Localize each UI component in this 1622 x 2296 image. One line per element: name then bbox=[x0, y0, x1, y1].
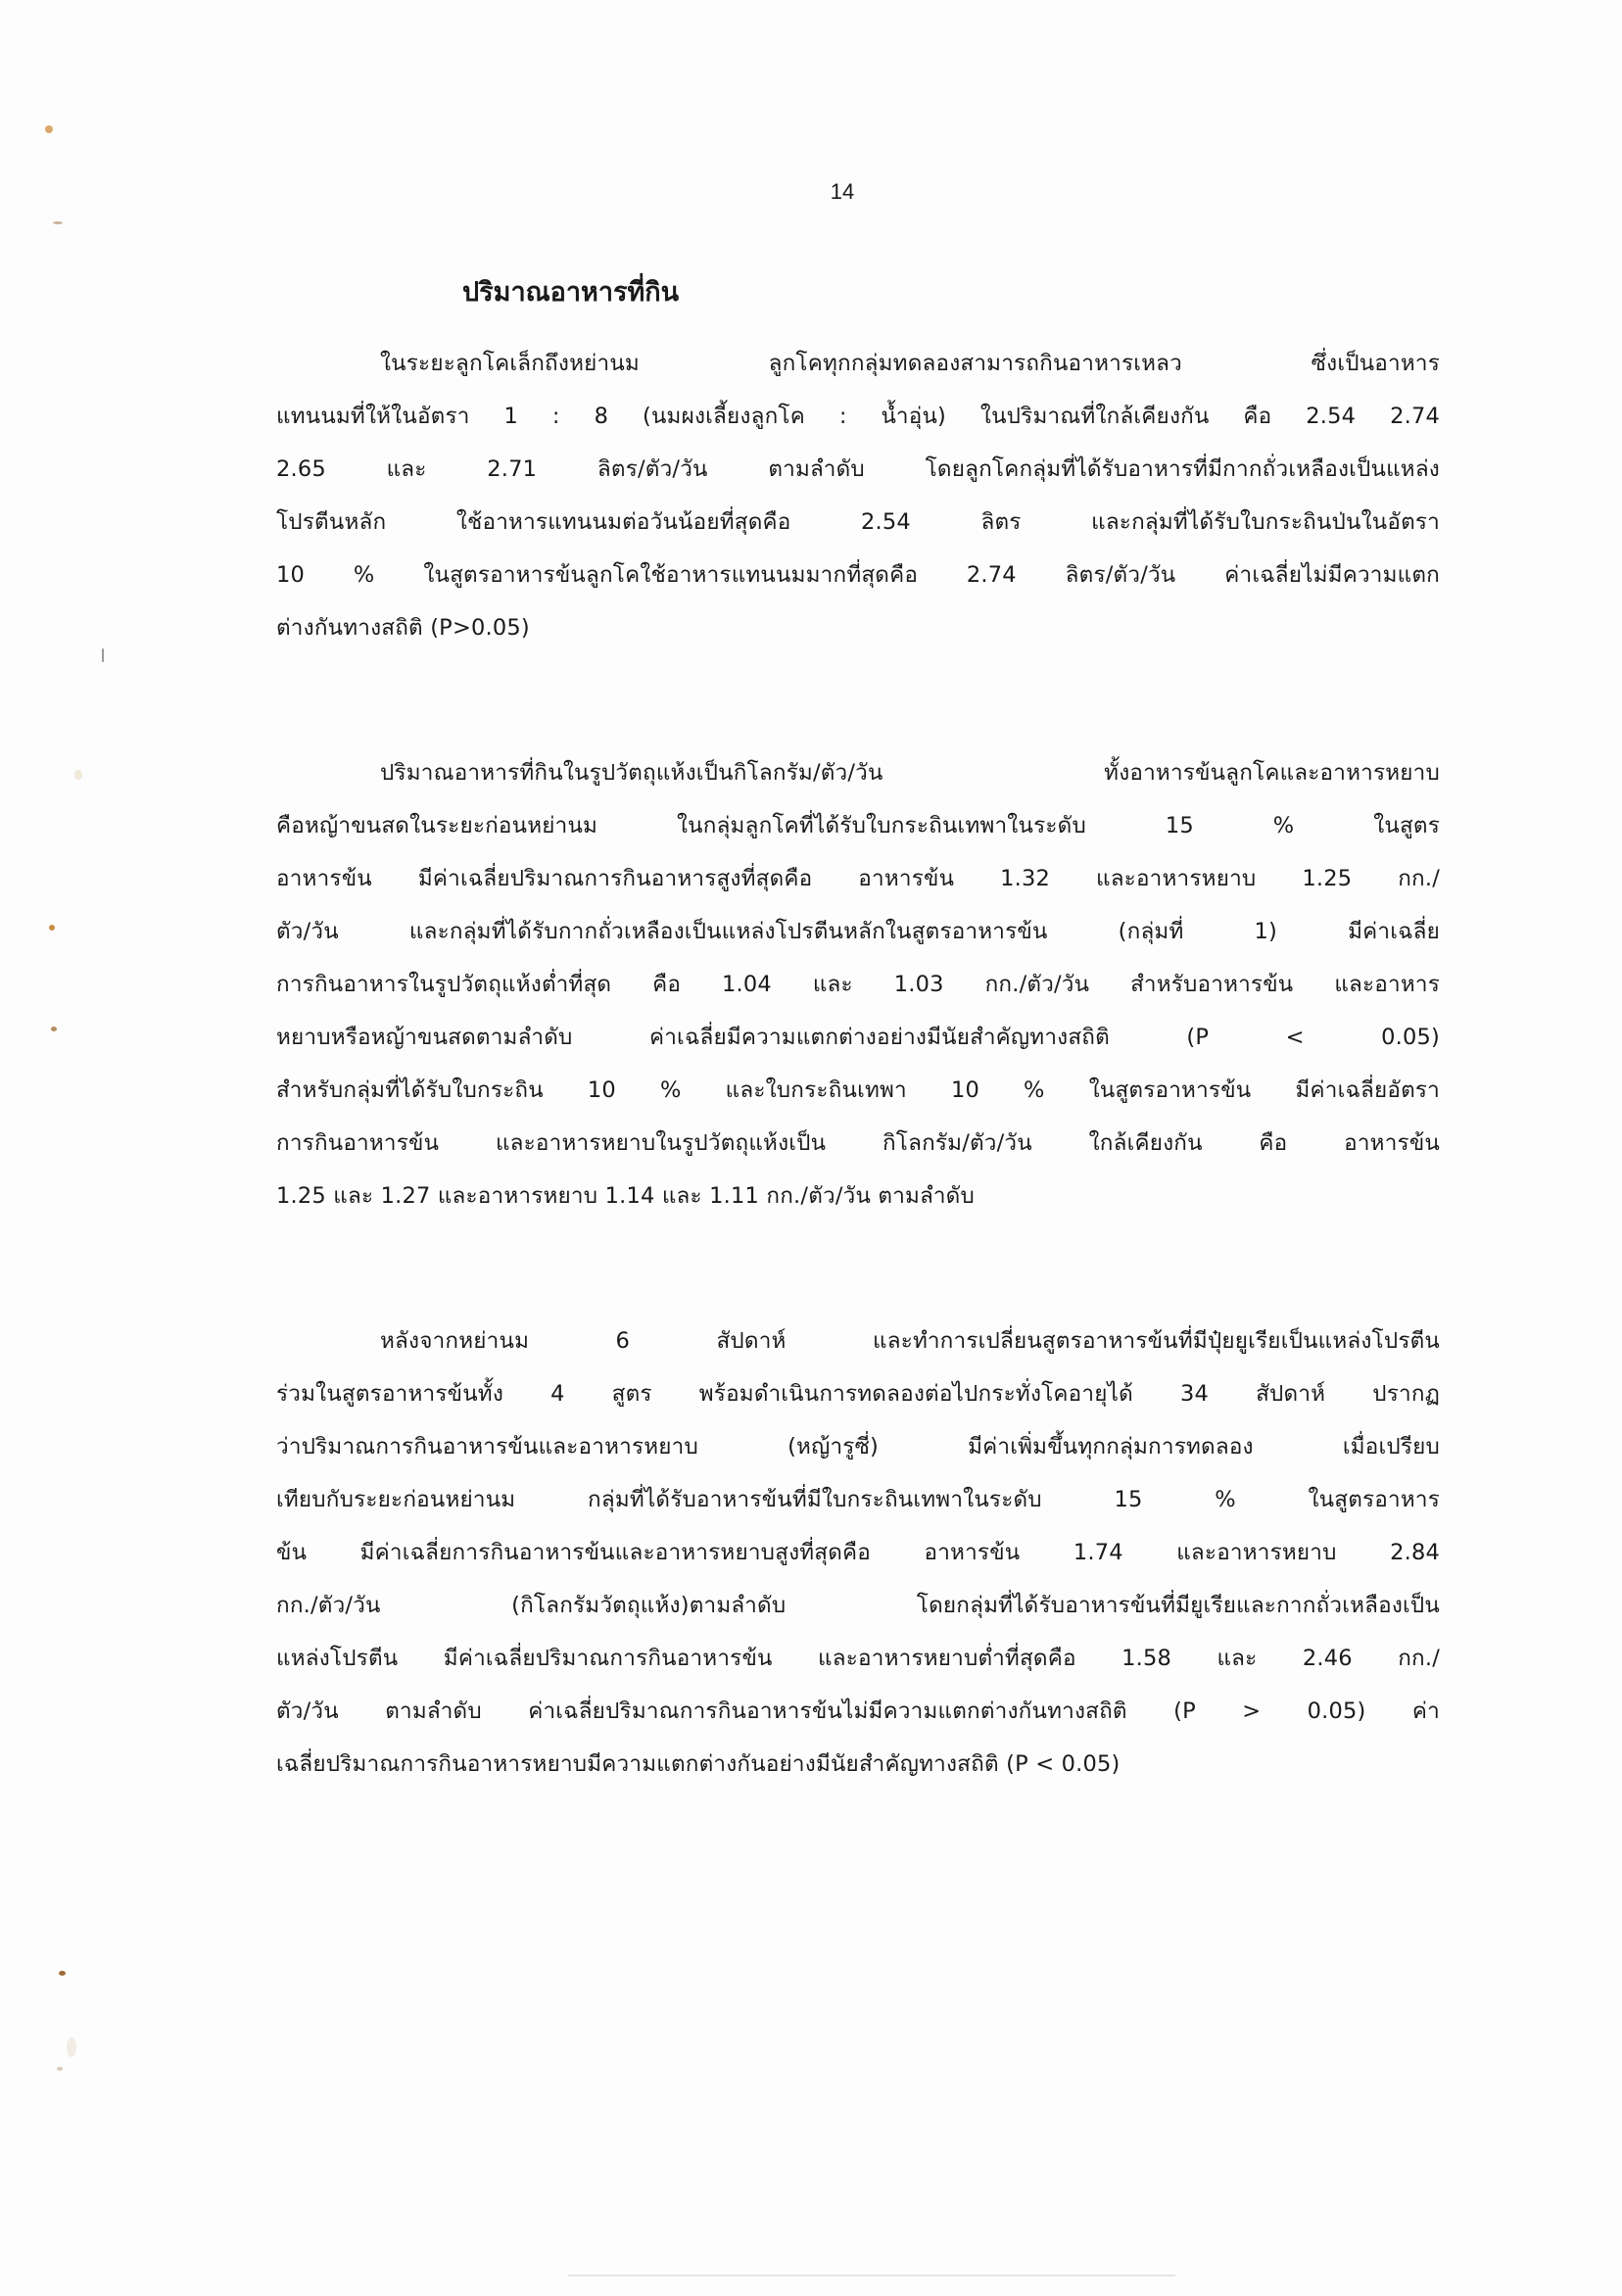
paragraph-line: การกินอาหารข้น และอาหารหยาบในรูปวัตถุแห้งเป็น กิโลกรัม/ตัว/วัน ใกล้เคียงกัน คือ อาหารข้น bbox=[276, 1130, 1440, 1156]
paragraph-line: ปริมาณอาหารที่กินในรูปวัตถุแห้งเป็นกิโลกรัม/ตัว/วัน ทั้งอาหารข้นลูกโคและอาหารหยาบ bbox=[380, 760, 1440, 786]
scan-speck bbox=[57, 2067, 63, 2071]
paragraph-line: 1.25 และ 1.27 และอาหารหยาบ 1.14 และ 1.11 กก./ตัว/วัน ตามลำดับ bbox=[276, 1183, 975, 1209]
scan-speck bbox=[49, 925, 55, 931]
paragraph-line: กก./ตัว/วัน (กิโลกรัมวัตถุแห้ง)ตามลำดับ โดยกลุ่มที่ได้รับอาหารข้นที่มียูเรียและกากถั่วเหลืองเป็น bbox=[276, 1593, 1440, 1618]
paragraph-line: อาหารข้น มีค่าเฉลี่ยปริมาณการกินอาหารสูงที่สุดคือ อาหารข้น 1.32 และอาหารหยาบ 1.25 กก./ bbox=[276, 866, 1440, 891]
scan-speck bbox=[45, 125, 53, 133]
paragraph-line: หลังจากหย่านม 6 สัปดาห์ และทำการเปลี่ยนสูตรอาหารข้นที่มีปุ๋ยยูเรียเป็นแหล่งโปรตีน bbox=[380, 1328, 1440, 1354]
paragraph-line: ในระยะลูกโคเล็กถึงหย่านม ลูกโคทุกกลุ่มทดลองสามารถกินอาหารเหลว ซึ่งเป็นอาหาร bbox=[380, 351, 1440, 376]
paragraph-line: ต่างกันทางสถิติ (P>0.05) bbox=[276, 615, 530, 641]
paragraph-line: แหล่งโปรตีน มีค่าเฉลี่ยปริมาณการกินอาหารข้น และอาหารหยาบต่ำที่สุดคือ 1.58 และ 2.46 กก./ bbox=[276, 1646, 1440, 1671]
page-number: 14 bbox=[830, 179, 855, 204]
paragraph-line: แทนนมที่ให้ในอัตรา 1 : 8 (นมผงเลี้ยงลูกโค : น้ำอุ่น) ในปริมาณที่ใกล้เคียงกัน คือ 2.54 2.74 bbox=[276, 404, 1440, 429]
paragraph-line: หยาบหรือหญ้าขนสดตามลำดับ ค่าเฉลี่ยมีความแตกต่างอย่างมีนัยสำคัญทางสถิติ (P < 0.05) bbox=[276, 1025, 1440, 1050]
paragraph-line: สำหรับกลุ่มที่ได้รับใบกระถิน 10 % และใบกระถินเทพา 10 % ในสูตรอาหารข้น มีค่าเฉลี่ยอัตรา bbox=[276, 1077, 1440, 1103]
paragraph-line: โปรตีนหลัก ใช้อาหารแทนนมต่อวันน้อยที่สุดคือ 2.54 ลิตร และกลุ่มที่ได้รับใบกระถินป่นในอัตรา bbox=[276, 509, 1440, 535]
scan-speck bbox=[51, 1027, 57, 1031]
paragraph-line: ร่วมในสูตรอาหารข้นทั้ง 4 สูตร พร้อมดำเนินการทดลองต่อไปกระทั่งโคอายุได้ 34 สัปดาห์ ปรากฏ bbox=[276, 1381, 1440, 1407]
section-heading: ปริมาณอาหารที่กิน bbox=[462, 277, 680, 308]
paragraph-line: การกินอาหารในรูปวัตถุแห้งต่ำที่สุด คือ 1.04 และ 1.03 กก./ตัว/วัน สำหรับอาหารข้น และอาหาร bbox=[276, 972, 1440, 997]
paragraph-line: คือหญ้าขนสดในระยะก่อนหย่านม ในกลุ่มลูกโคที่ได้รับใบกระถินเทพาในระดับ 15 % ในสูตร bbox=[276, 813, 1440, 838]
paragraph-1 bbox=[276, 337, 1440, 654]
scan-speck bbox=[74, 770, 82, 780]
paragraph-line: เทียบกับระยะก่อนหย่านม กลุ่มที่ได้รับอาหารข้นที่มีใบกระถินเทพาในระดับ 15 % ในสูตรอาหาร bbox=[276, 1487, 1440, 1512]
paragraph-line: ตัว/วัน ตามลำดับ ค่าเฉลี่ยปริมาณการกินอาหารข้นไม่มีความแตกต่างกันทางสถิติ (P > 0.05) ค่า bbox=[276, 1698, 1440, 1724]
paragraph-line: ตัว/วัน และกลุ่มที่ได้รับกากถั่วเหลืองเป็นแหล่งโปรตีนหลักในสูตรอาหารข้น (กลุ่มที่ 1) มีค่าเฉลี่ย bbox=[276, 919, 1440, 944]
paragraph-line: ข้น มีค่าเฉลี่ยการกินอาหารข้นและอาหารหยาบสูงที่สุดคือ อาหารข้น 1.74 และอาหารหยาบ 2.84 bbox=[276, 1540, 1440, 1565]
scan-speck bbox=[59, 1971, 66, 1976]
paragraph-2 bbox=[276, 746, 1440, 1222]
scan-speck bbox=[102, 648, 104, 662]
paragraph-line: 10 % ในสูตรอาหารข้นลูกโคใช้อาหารแทนนมมากที่สุดคือ 2.74 ลิตร/ตัว/วัน ค่าเฉลี่ยไม่มีความแตก bbox=[276, 562, 1440, 588]
scan-artifact-line bbox=[568, 2274, 1175, 2276]
paragraph-line: ว่าปริมาณการกินอาหารข้นและอาหารหยาบ (หญ้ารูซี่) มีค่าเพิ่มขึ้นทุกกลุ่มการทดลอง เมื่อเปรียบ bbox=[276, 1434, 1440, 1459]
paragraph-line: 2.65 และ 2.71 ลิตร/ตัว/วัน ตามลำดับ โดยลูกโคกลุ่มที่ได้รับอาหารที่มีกากถั่วเหลืองเป็นแหล่ง bbox=[276, 456, 1440, 482]
scan-speck bbox=[53, 221, 63, 224]
paragraph-line: เฉลี่ยปริมาณการกินอาหารหยาบมีความแตกต่างกันอย่างมีนัยสำคัญทางสถิติ (P < 0.05) bbox=[276, 1751, 1121, 1777]
scan-speck bbox=[67, 2037, 76, 2057]
paragraph-3 bbox=[276, 1315, 1440, 1791]
